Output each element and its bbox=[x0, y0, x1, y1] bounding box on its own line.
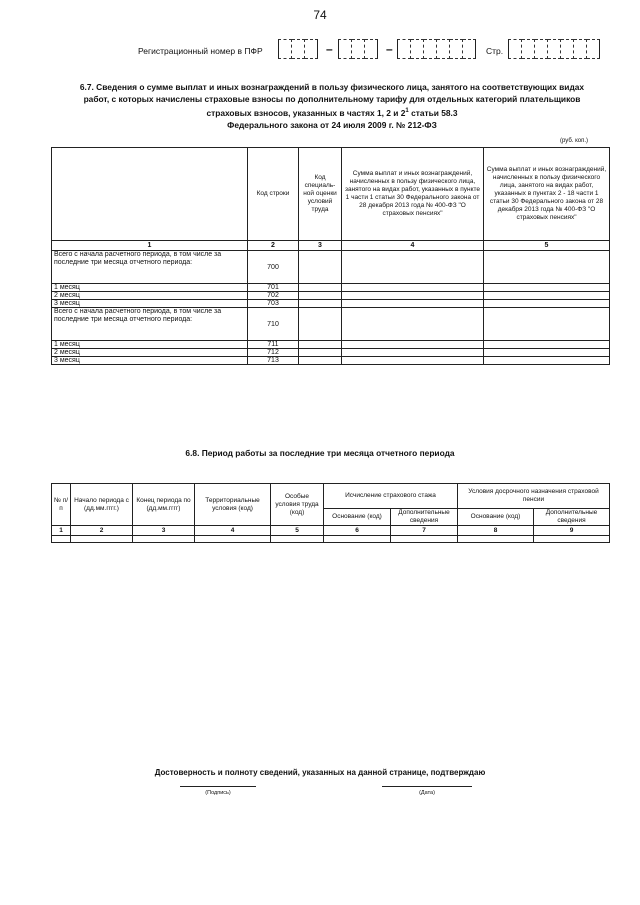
unit-label: (руб. коп.) bbox=[560, 138, 589, 144]
col-number: 1 bbox=[52, 526, 71, 536]
header-label bbox=[52, 148, 248, 241]
sum-p2-18-cell[interactable] bbox=[484, 349, 610, 357]
row-label: Всего с начала расчетного периода, в том числе за последние три месяца отчетного периода: bbox=[52, 308, 248, 341]
input-cell[interactable] bbox=[71, 536, 133, 543]
input-cell[interactable] bbox=[458, 536, 534, 543]
sum-p2-18-cell[interactable] bbox=[484, 292, 610, 300]
row-label: 1 месяц bbox=[52, 341, 248, 349]
sum-p1-cell[interactable] bbox=[342, 349, 484, 357]
sout-code-cell[interactable] bbox=[299, 341, 342, 349]
sum-p1-cell[interactable] bbox=[342, 284, 484, 292]
row-code: 702 bbox=[248, 292, 299, 300]
sum-p1-cell[interactable] bbox=[342, 300, 484, 308]
input-cell[interactable] bbox=[324, 536, 391, 543]
row-label: 1 месяц bbox=[52, 284, 248, 292]
sum-p2-18-cell[interactable] bbox=[484, 284, 610, 292]
col-number: 6 bbox=[324, 526, 391, 536]
header-territorial: Территориальные условия (код) bbox=[195, 484, 271, 526]
sum-p2-18-cell[interactable] bbox=[484, 308, 610, 341]
sum-p2-18-cell[interactable] bbox=[484, 357, 610, 365]
col-number: 2 bbox=[71, 526, 133, 536]
header-sum-p2-18: Сумма выплат и иных вознаграждений, начисленных в пользу физического лица, занятого на видах работ, указанных в пунктах 2 - 18 части 1 статьи 30 Федерального закона от 28 декабря 2013 года № 400-ФЗ "О страховых пенсиях" bbox=[484, 148, 610, 241]
sum-p1-cell[interactable] bbox=[342, 292, 484, 300]
col-number: 3 bbox=[299, 241, 342, 251]
sout-code-cell[interactable] bbox=[299, 349, 342, 357]
sum-p2-18-cell[interactable] bbox=[484, 251, 610, 284]
row-label: 2 месяц bbox=[52, 349, 248, 357]
input-cell[interactable] bbox=[133, 536, 195, 543]
col-number: 2 bbox=[248, 241, 299, 251]
table-row bbox=[52, 536, 610, 543]
page-number: 74 bbox=[313, 8, 327, 22]
table-row bbox=[52, 284, 610, 292]
col-number: 5 bbox=[271, 526, 324, 536]
signature-line[interactable] bbox=[180, 786, 256, 787]
sout-code-cell[interactable] bbox=[299, 357, 342, 365]
section-6-7-table bbox=[51, 147, 610, 365]
header-insurance-group: Исчисление страхового стажа bbox=[324, 484, 458, 509]
table-row bbox=[52, 251, 610, 284]
sout-code-cell[interactable] bbox=[299, 251, 342, 284]
col-number: 3 bbox=[133, 526, 195, 536]
sum-p1-cell[interactable] bbox=[342, 308, 484, 341]
sout-code-cell[interactable] bbox=[299, 308, 342, 341]
reg-cells-group-1[interactable] bbox=[278, 39, 318, 59]
row-label: 3 месяц bbox=[52, 300, 248, 308]
input-cell[interactable] bbox=[271, 536, 324, 543]
sout-code-cell[interactable] bbox=[299, 284, 342, 292]
row-code: 712 bbox=[248, 349, 299, 357]
sout-code-cell[interactable] bbox=[299, 292, 342, 300]
row-code: 700 bbox=[248, 251, 299, 284]
table-row bbox=[52, 292, 610, 300]
section-6-8-title: 6.8. Период работы за последние три месяца отчетного периода bbox=[185, 448, 455, 458]
registration-label: Регистрационный номер в ПФР bbox=[138, 46, 263, 56]
header-additional: Дополнительные сведения bbox=[391, 509, 458, 526]
header-start: Начало периода с (дд.мм.гггг.) bbox=[71, 484, 133, 526]
confirmation-text: Достоверность и полноту сведений, указанных на данной странице, подтверждаю bbox=[154, 768, 486, 777]
date-line[interactable] bbox=[382, 786, 472, 787]
table-row bbox=[52, 308, 610, 341]
signature-label: (Подпись) bbox=[205, 790, 231, 796]
header-basis: Основание (код) bbox=[324, 509, 391, 526]
table-row bbox=[52, 357, 610, 365]
sum-p2-18-cell[interactable] bbox=[484, 341, 610, 349]
input-cell[interactable] bbox=[52, 536, 71, 543]
header-num: № п/п bbox=[52, 484, 71, 526]
table-row bbox=[52, 341, 610, 349]
table-row bbox=[52, 300, 610, 308]
table-row bbox=[52, 349, 610, 357]
reg-dash-1: – bbox=[326, 42, 333, 56]
section-6-7-title: 6.7. Сведения о сумме выплат и иных вознаграждений в пользу физического лица, занятого на соответствующих видах работ, с которых начислены страховые взносы по дополнительному тарифу для отдельных категорий плательщиков страховых взносов, указанных в частях 1, 2 и $2^1$ статьи 58.3 Федерального закона от 24 июля 2009 г. № 212-ФЗ bbox=[79, 82, 585, 130]
col-number: 7 bbox=[391, 526, 458, 536]
col-number: 9 bbox=[534, 526, 610, 536]
col-number: 8 bbox=[458, 526, 534, 536]
page-label: Стр. bbox=[486, 46, 504, 56]
col-number: 4 bbox=[342, 241, 484, 251]
row-code: 710 bbox=[248, 308, 299, 341]
header-end: Конец периода по (дд.мм.гггг) bbox=[133, 484, 195, 526]
col-number: 5 bbox=[484, 241, 610, 251]
page-cells[interactable] bbox=[508, 39, 600, 59]
row-code: 711 bbox=[248, 341, 299, 349]
row-code: 701 bbox=[248, 284, 299, 292]
sum-p2-18-cell[interactable] bbox=[484, 300, 610, 308]
section-6-8-table bbox=[51, 483, 610, 543]
header-special: Особые условия труда (код) bbox=[271, 484, 324, 526]
header-early-group: Условия досрочного назначения страховой пенсии bbox=[458, 484, 610, 509]
reg-dash-2: – bbox=[386, 42, 393, 56]
header-code: Код строки bbox=[248, 148, 299, 241]
row-label: 2 месяц bbox=[52, 292, 248, 300]
col-number: 4 bbox=[195, 526, 271, 536]
sum-p1-cell[interactable] bbox=[342, 357, 484, 365]
row-label: Всего с начала расчетного периода, в том числе за последние три месяца отчетного периода: bbox=[52, 251, 248, 284]
header-basis-2: Основание (код) bbox=[458, 509, 534, 526]
row-code: 713 bbox=[248, 357, 299, 365]
reg-cells-group-3[interactable] bbox=[397, 39, 476, 59]
reg-cells-group-2[interactable] bbox=[338, 39, 378, 59]
sum-p1-cell[interactable] bbox=[342, 251, 484, 284]
input-cell[interactable] bbox=[391, 536, 458, 543]
input-cell[interactable] bbox=[534, 536, 610, 543]
row-code: 703 bbox=[248, 300, 299, 308]
row-label: 3 месяц bbox=[52, 357, 248, 365]
sout-code-cell[interactable] bbox=[299, 300, 342, 308]
header-sout-code: Код специаль-ной оценки условий труда bbox=[299, 148, 342, 241]
header-sum-p1: Сумма выплат и иных вознаграждений, начисленных в пользу физического лица, занятого на видах работ, указанных в пункте 1 части 1 статьи 30 Федерального закона от 28 декабря 2013 года № 400-ФЗ "О страховых пенсиях" bbox=[342, 148, 484, 241]
col-number: 1 bbox=[52, 241, 248, 251]
sum-p1-cell[interactable] bbox=[342, 341, 484, 349]
date-label: (Дата) bbox=[419, 790, 435, 796]
input-cell[interactable] bbox=[195, 536, 271, 543]
header-additional-2: Дополнительные сведения bbox=[534, 509, 610, 526]
